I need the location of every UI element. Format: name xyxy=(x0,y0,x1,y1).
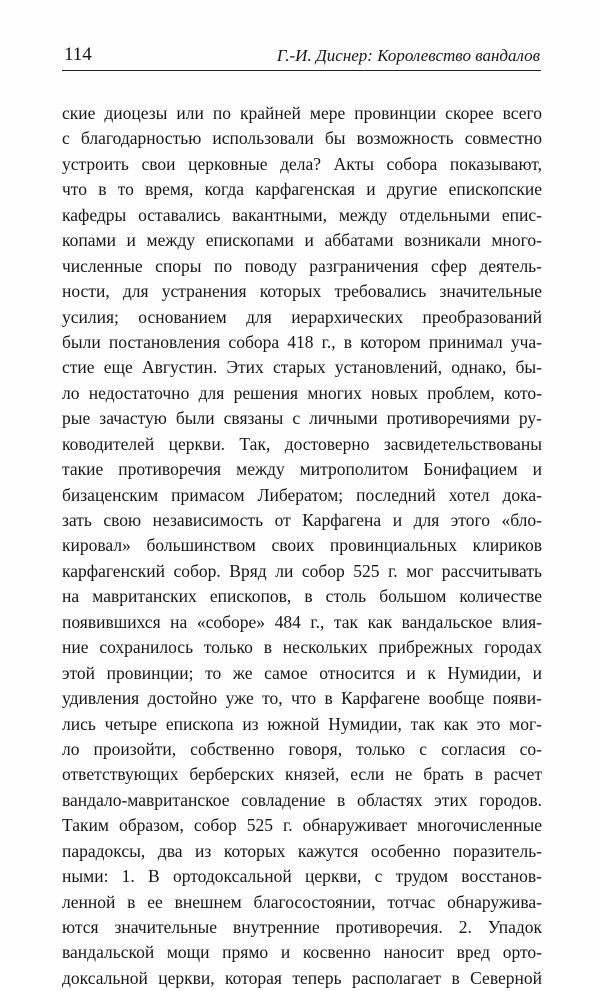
running-title: Г.-И. Диснер: Королевство вандалов xyxy=(276,46,540,65)
body-text xyxy=(62,101,542,991)
text-line: кировал» большинством своих провинциальных клириков xyxy=(62,535,542,556)
text-line: карфагенский собор. Вряд ли собор 525 г. мог рассчитывать xyxy=(62,560,542,581)
text-line: ными: 1. В ортодоксальной церкви, с трудом восстанов- xyxy=(62,866,542,887)
text-line: ние сохранилось только в нескольких прибрежных городах xyxy=(62,637,542,658)
text-line: кафедры оставались вакантными, между отдельными епис- xyxy=(62,204,542,225)
text-line: были постановления собора 418 г., в котором принимал уча- xyxy=(62,331,542,352)
text-line: копами и между епископами и аббатами возникали много- xyxy=(62,230,542,251)
header-divider xyxy=(62,70,541,71)
text-line: такие противоречия между митрополитом Бонифацием и xyxy=(62,459,542,480)
text-line: с благодарностью использовали бы возможность совместно xyxy=(62,128,542,149)
text-line: зать свою независимость от Карфагена и для этого «бло- xyxy=(62,510,542,530)
text-line: усилия; основанием для иерархических преобразований xyxy=(62,306,542,327)
running-header xyxy=(62,42,540,70)
text-line: ководителей церкви. Так, достоверно засвидетельствованы xyxy=(62,433,542,454)
text-line: на мавританских епископов, в столь большом количестве xyxy=(62,586,542,607)
text-line: вандало-мавританское совладение в областях этих городов. xyxy=(62,789,542,810)
text-line: появившихся на «соборе» 484 г., так как вандальское влия- xyxy=(62,611,542,632)
text-line: доксальной церкви, которая теперь располагает в Северной xyxy=(62,967,542,988)
text-line: ские диоцезы или по крайней мере провинции скорее всего xyxy=(62,103,542,123)
text-line: ленной в ее внешнем благосостоянии, тотчас обнаружива- xyxy=(62,891,542,912)
text-line: бизаценским примасом Либератом; последний хотел дока- xyxy=(62,484,542,505)
text-line: устроить свои церковные дела? Акты собора показывают, xyxy=(62,153,542,174)
text-line: что в то время, когда карфагенская и другие епископские xyxy=(62,179,542,200)
text-line: ло произойти, собственно говоря, только с согласия со- xyxy=(62,738,542,759)
text-line: стие еще Августин. Этих старых установлений, однако, бы- xyxy=(62,357,542,378)
text-line: вандальской мощи прямо и косвенно наносит вред орто- xyxy=(62,942,542,963)
text-line: рые зачастую были связаны с личными противоречиями ру- xyxy=(62,408,542,429)
text-line: этой провинции; то же самое относится и к Нумидии, и xyxy=(62,662,542,683)
text-line: ности, для устранения которых требовались значительные xyxy=(62,281,542,302)
text-line: ло недостаточно для решения многих новых проблем, кото- xyxy=(62,382,542,403)
text-line: Таким образом, собор 525 г. обнаруживает многочисленные xyxy=(62,815,542,836)
page-number: 114 xyxy=(64,44,92,65)
text-line: численные споры по поводу разграничения сфер деятель- xyxy=(62,255,542,276)
text-line: парадоксы, два из которых кажутся особенно поразитель- xyxy=(62,840,542,861)
text-line: лись четыре епископа из южной Нумидии, так как это мог- xyxy=(62,713,542,734)
text-line: ются значительные внутренние противоречия. 2. Упадок xyxy=(62,917,542,937)
text-line: удивления достойно уже то, что в Карфагене вообще появи- xyxy=(62,688,542,709)
text-line: ответствующих берберских князей, если не брать в расчет xyxy=(62,764,542,785)
